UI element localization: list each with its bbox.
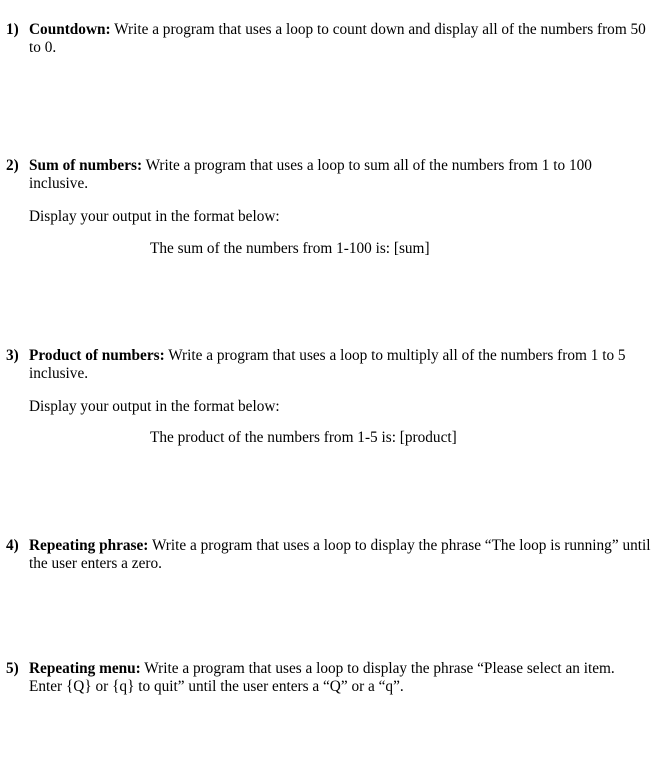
problem-text: [29, 347, 651, 383]
problem-body: Write a program that uses a loop to sum all of the numbers from 1 to 100 inclusive.: [29, 157, 592, 192]
problem-text: [29, 157, 651, 193]
problem-number: 1): [6, 21, 19, 38]
problem-number: 2): [6, 157, 19, 174]
problem-number: 5): [6, 660, 19, 677]
output-format-line: The product of the numbers from 1-5 is: [product]: [150, 429, 457, 446]
problem-body: Write a program that uses a loop to display the phrase “The loop is running” until the user enters a zero.: [29, 537, 651, 572]
problem-number: 4): [6, 537, 19, 554]
problem-text: [29, 660, 651, 696]
problem-title: Repeating menu:: [29, 660, 141, 677]
problem-2: [6, 157, 651, 193]
problem-body: Write a program that uses a loop to display the phrase “Please select an item. Enter {Q} or {q} to quit” until the user enters a “Q” or a “q”.: [29, 660, 615, 695]
problem-title: Sum of numbers:: [29, 157, 143, 174]
output-format-line: The sum of the numbers from 1-100 is: [sum]: [150, 240, 430, 257]
problem-text: [29, 537, 651, 573]
problem-title: Product of numbers:: [29, 347, 165, 364]
problem-5: [6, 660, 651, 696]
problem-4: [6, 537, 651, 573]
problem-text: [29, 21, 651, 57]
problem-body: Write a program that uses a loop to multiply all of the numbers from 1 to 5 inclusive.: [29, 347, 626, 382]
problem-3: [6, 347, 651, 383]
problem-body: Write a program that uses a loop to count down and display all of the numbers from 50 to 0.: [29, 21, 646, 56]
display-prompt: Display your output in the format below:: [29, 208, 280, 225]
problem-number: 3): [6, 347, 19, 364]
problem-1: [6, 21, 651, 57]
problem-title: Repeating phrase:: [29, 537, 149, 554]
display-prompt: Display your output in the format below:: [29, 398, 280, 415]
problem-title: Countdown:: [29, 21, 111, 38]
